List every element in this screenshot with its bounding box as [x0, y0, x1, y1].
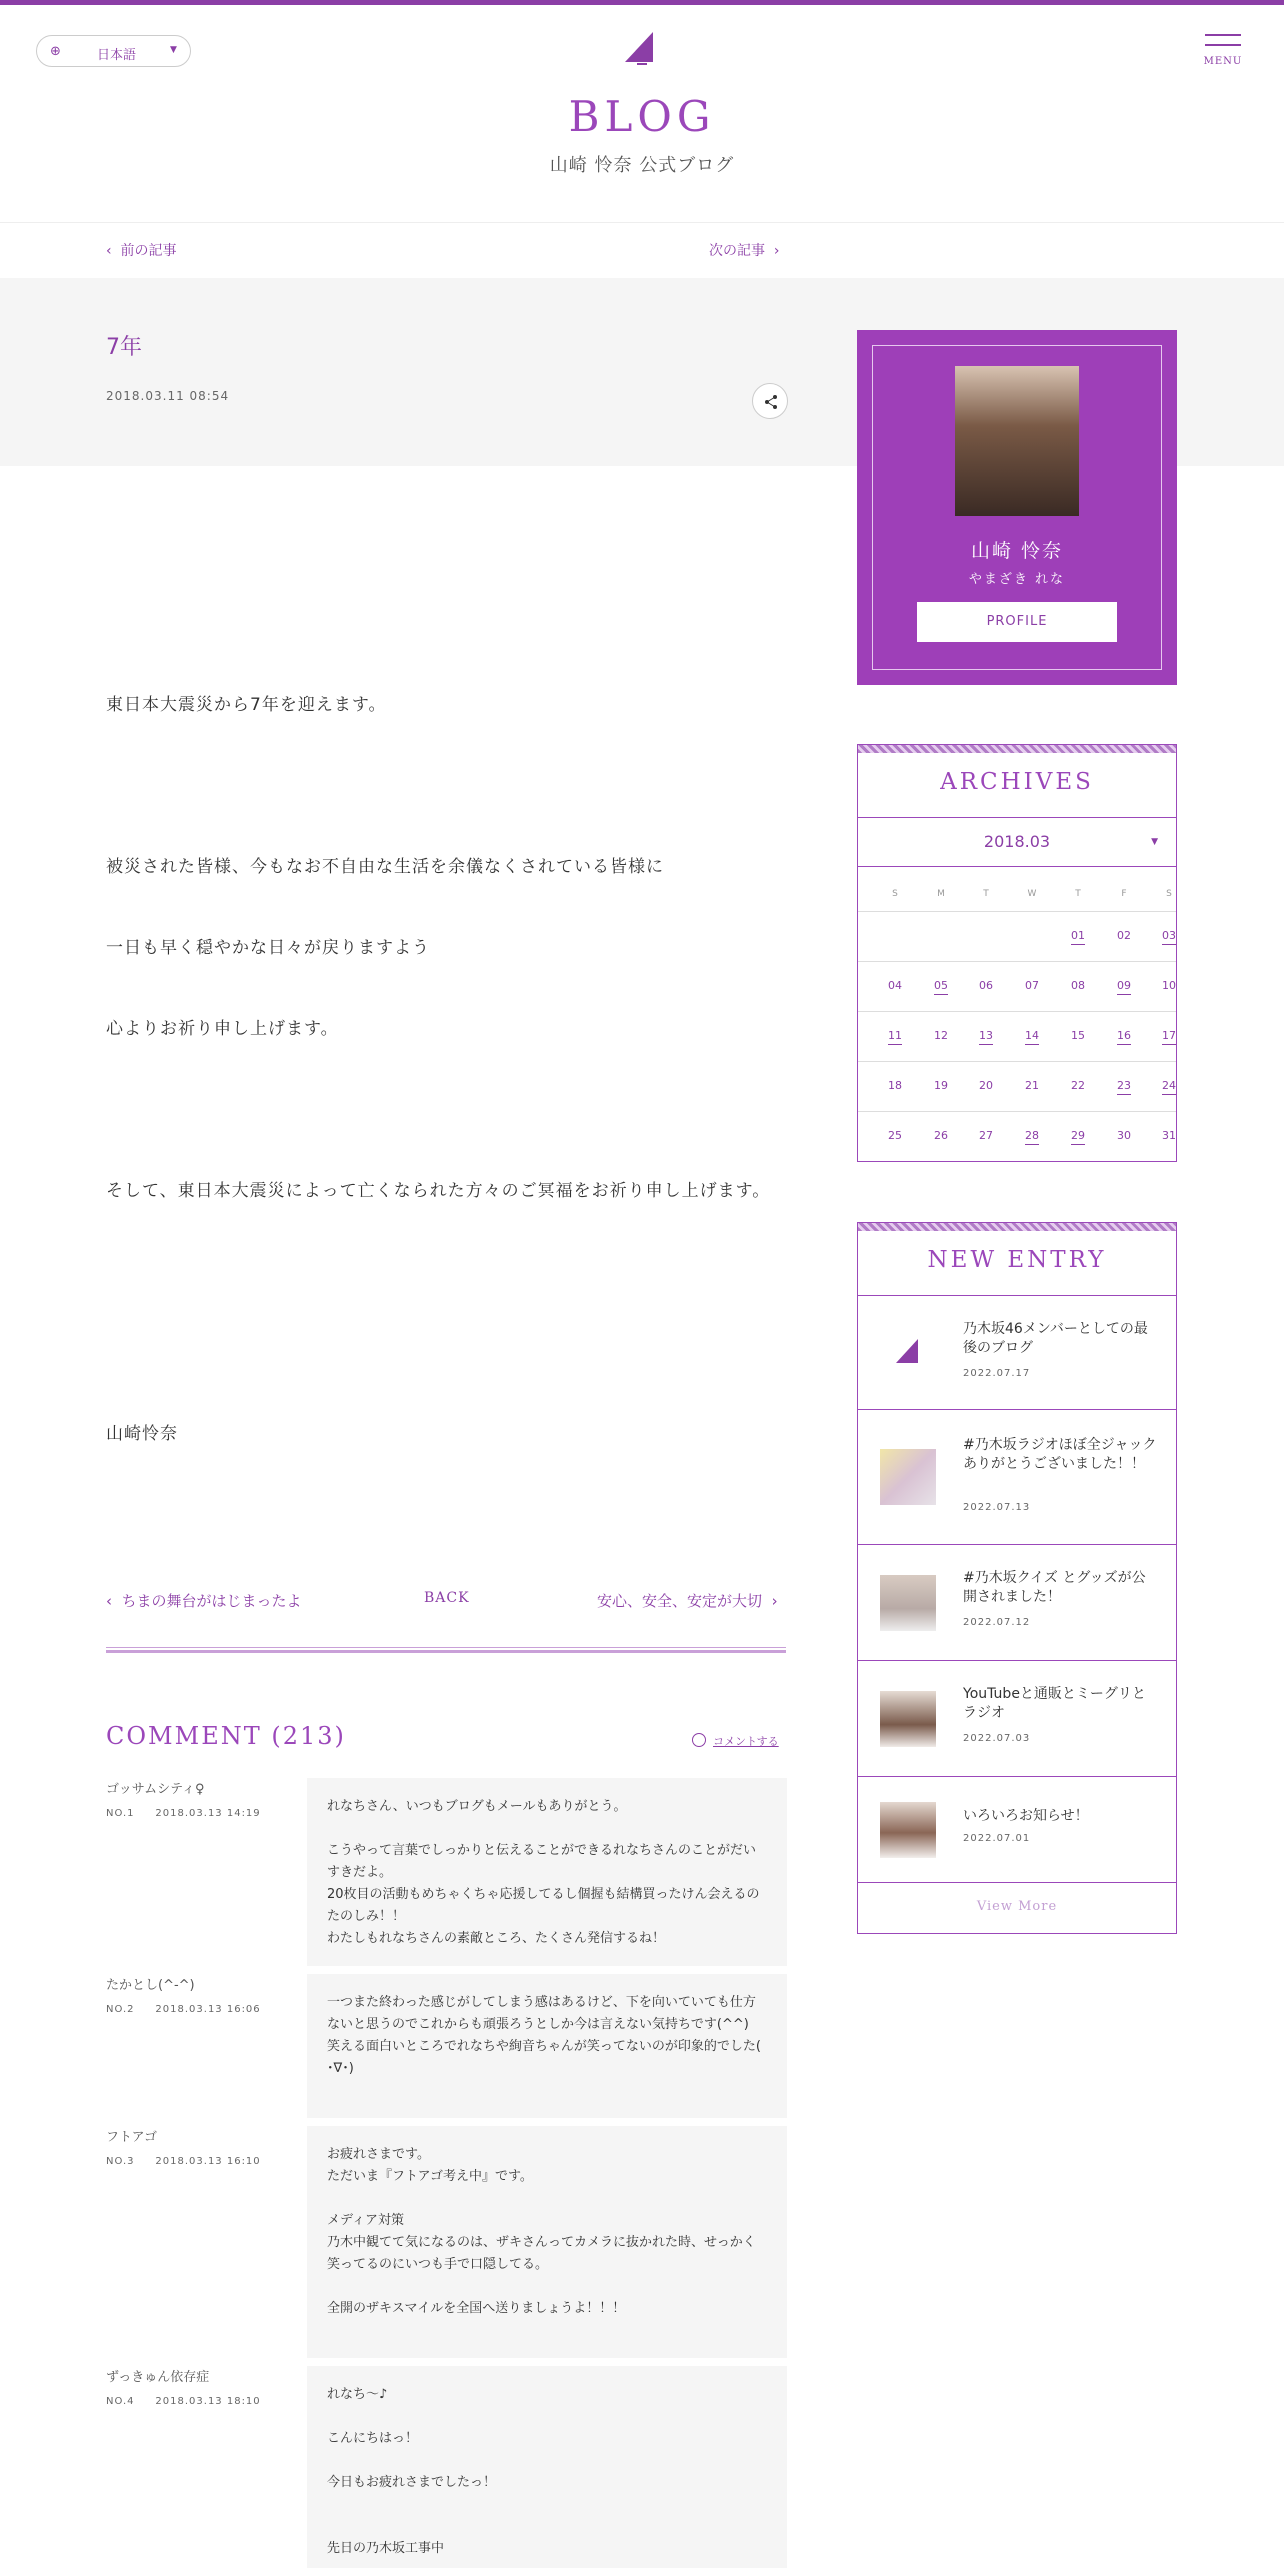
calendar-day: 27 — [979, 1129, 993, 1142]
calendar-day: 08 — [1071, 979, 1085, 992]
archive-month-value: 2018.03 — [983, 832, 1051, 851]
comment-author: たかとし(^-^) — [106, 1978, 195, 1993]
nogizaka-logo[interactable] — [623, 30, 655, 68]
calendar-day-link[interactable]: 23 — [1101, 1079, 1147, 1092]
calendar-day-link[interactable]: 05 — [918, 979, 964, 992]
calendar-day: 12 — [934, 1029, 948, 1042]
chevron-left-icon: ‹ — [106, 1592, 112, 1610]
comment-line: 今日もお疲れさまでしたっ！ — [327, 2475, 497, 2490]
comment-line: れなちさん、いつもブログもメールもありがとう。 — [327, 1799, 627, 1814]
comment-author: ゴッサムシティ♀ — [106, 1782, 205, 1797]
calendar-day-link[interactable]: 09 — [1101, 979, 1147, 992]
entry-title: YouTubeと通販とミーグリとラジオ — [963, 1686, 1146, 1721]
entry-title: #乃木坂ラジオほぼ全ジャック ありがとうございました！！ — [963, 1437, 1157, 1472]
calendar-day-link[interactable]: 17 — [1146, 1029, 1192, 1042]
entry-title: 乃木坂46メンバーとしての最後のブログ — [963, 1321, 1148, 1356]
calendar-day: 18 — [888, 1079, 902, 1092]
share-button[interactable] — [752, 383, 788, 419]
comment-icon — [692, 1733, 706, 1747]
comment-line: 先日の乃木坂工事中 — [327, 2541, 445, 2556]
new-entry-heading: NEW ENTRY — [927, 1247, 1107, 1273]
comment-body — [307, 2126, 787, 2358]
entry-title: #乃木坂クイズ とグッズが公開されました！ — [963, 1570, 1146, 1605]
calendar-weekday: T — [983, 889, 989, 899]
calendar-row-divider — [858, 1061, 1176, 1062]
calendar-row-divider — [858, 911, 1176, 912]
comment-line: メディア対策 — [327, 2213, 404, 2228]
comment-line: 20枚目の活動もめちゃくちゃ応援してるし個握も結構買ったけん会えるのたのしみ！！ — [327, 1887, 760, 1924]
decorative-band — [858, 1223, 1176, 1231]
comment-item — [106, 2126, 786, 2358]
comment-line — [327, 2494, 767, 2516]
next-post-link[interactable] — [597, 1590, 778, 1611]
prev-post-label: ちまの舞台がはじまったよ — [121, 1592, 302, 1610]
calendar-day: 15 — [1071, 1029, 1085, 1042]
calendar-day-link[interactable]: 28 — [1009, 1129, 1055, 1142]
comment-date: 2018.03.13 16:10 — [155, 2156, 261, 2167]
comment-item — [106, 1974, 786, 2118]
calendar-day-link[interactable]: 03 — [1146, 929, 1192, 942]
calendar-day: 30 — [1117, 1129, 1131, 1142]
entry-date: 2022.07.12 — [963, 1617, 1031, 1628]
comment-item — [106, 1778, 786, 1966]
calendar-day-link[interactable]: 14 — [1009, 1029, 1055, 1042]
chevron-down-icon: ▼ — [170, 45, 177, 55]
post-date: 2018.03.11 08:54 — [106, 389, 230, 403]
blog-title: BLOG — [568, 92, 716, 141]
new-entry-box — [857, 1222, 1177, 1934]
language-select[interactable] — [36, 35, 191, 67]
calendar-day: 02 — [1117, 929, 1131, 942]
comment-heading: COMMENT (213) — [106, 1722, 346, 1750]
comment-line — [327, 2276, 767, 2298]
calendar-day: 31 — [1162, 1129, 1176, 1142]
archives-box — [857, 744, 1177, 1162]
entry-thumbnail — [880, 1575, 936, 1631]
calendar-day: 21 — [1025, 1079, 1039, 1092]
prev-article-label: 前の記事 — [120, 243, 177, 259]
calendar-day: 20 — [979, 1079, 993, 1092]
comment-line — [327, 2406, 767, 2428]
globe-icon: ⊕ — [50, 44, 61, 59]
header-divider — [0, 222, 1284, 223]
post-paragraph: 被災された皆様、今もなお不自由な生活を余儀なくされている皆様に — [106, 857, 664, 877]
menu-label: MENU — [1203, 56, 1243, 67]
post-paragraph: 心よりお祈り申し上げます。 — [106, 1019, 339, 1039]
calendar-weekday: S — [1166, 889, 1172, 899]
menu-button[interactable] — [1203, 34, 1243, 70]
post-paragraph: そして、東日本大震災によって亡くなられた方々のご冥福をお祈り申し上げます。 — [106, 1181, 771, 1201]
top-accent-bar — [0, 0, 1284, 5]
new-entry-item[interactable] — [858, 1544, 1176, 1660]
back-link[interactable]: BACK — [424, 1590, 470, 1606]
comment-line: 一つまた終わった感じがしてしまう感はあるけど、下を向いていても仕方ないと思うのでこれからも頑張ろうとしか今は言えない気持ちです(^^) — [327, 1995, 756, 2032]
comment-date: 2018.03.13 16:06 — [155, 2004, 261, 2015]
calendar-day: 10 — [1162, 979, 1176, 992]
post-paragraph: 東日本大震災から7年を迎えます。 — [106, 695, 387, 715]
calendar-day: 26 — [934, 1129, 948, 1142]
prev-post-link[interactable] — [106, 1590, 302, 1611]
share-icon — [753, 384, 789, 420]
chevron-left-icon: ‹ — [106, 243, 112, 259]
calendar-day: 25 — [888, 1129, 902, 1142]
new-entry-item[interactable] — [858, 1776, 1176, 1882]
entry-date: 2022.07.01 — [963, 1833, 1031, 1844]
calendar-day-link[interactable]: 11 — [872, 1029, 918, 1042]
comment-item — [106, 2366, 786, 2568]
comment-line: こんにちはっ！ — [327, 2431, 419, 2446]
comment-number: NO.4 — [106, 2396, 135, 2407]
chevron-down-icon: ▼ — [1151, 837, 1158, 847]
comment-number: NO.1 — [106, 1808, 135, 1819]
calendar-day-link[interactable]: 29 — [1055, 1129, 1101, 1142]
comment-line — [327, 2450, 767, 2472]
view-more-row — [858, 1882, 1176, 1934]
new-entry-item[interactable] — [858, 1409, 1176, 1544]
comment-line: 乃木中観てて気になるのは、ザキさんってカメラに抜かれた時、せっかく笑ってるのにいつも手で口隠してる。 — [327, 2235, 756, 2272]
comment-meta — [106, 1808, 261, 1819]
entry-thumbnail — [880, 1691, 936, 1747]
profile-kana: やまざき れな — [968, 572, 1066, 587]
entry-date: 2022.07.17 — [963, 1368, 1031, 1379]
calendar-day-link[interactable]: 16 — [1101, 1029, 1147, 1042]
profile-photo[interactable] — [955, 366, 1079, 516]
entry-thumbnail — [880, 1449, 936, 1505]
comment-line — [327, 2516, 767, 2538]
entry-thumbnail-logo — [880, 1325, 936, 1381]
comment-line: こうやって言葉でしっかりと伝えることができるれなちさんのことがだいすきだよ。 — [327, 1843, 757, 1880]
calendar-day: 07 — [1025, 979, 1039, 992]
chevron-right-icon: › — [771, 1592, 778, 1610]
post-title: 7年 — [106, 335, 142, 360]
calendar-weekday: W — [1027, 889, 1037, 899]
comment-date: 2018.03.13 14:19 — [155, 1808, 261, 1819]
comment-line: 全開のザキスマイルを全国へ送りましょうよ！！！ — [327, 2301, 626, 2316]
calendar-day-link[interactable]: 01 — [1055, 929, 1101, 942]
calendar-day: 06 — [979, 979, 993, 992]
calendar-weekday: T — [1075, 889, 1081, 899]
comment-line — [327, 1818, 767, 1840]
calendar-row-divider — [858, 961, 1176, 962]
blog-subtitle: 山崎 怜奈 公式ブログ — [549, 155, 735, 176]
next-article-link[interactable] — [709, 240, 780, 260]
comment-meta — [106, 2156, 261, 2167]
calendar-row-divider — [858, 1111, 1176, 1112]
view-more-link[interactable]: View More — [976, 1899, 1058, 1914]
comment-line: 笑える面白いところでれなちや絢音ちゃんが笑ってないのが印象的でした( ･∇･) — [327, 2039, 761, 2076]
comment-body — [307, 1974, 787, 2118]
comment-author: フトアゴ — [106, 2130, 157, 2145]
calendar-day-link[interactable]: 13 — [963, 1029, 1009, 1042]
write-comment-link[interactable]: コメントする — [713, 1735, 779, 1748]
new-entry-item[interactable] — [858, 1660, 1176, 1776]
calendar-day-link[interactable]: 24 — [1146, 1079, 1192, 1092]
comment-meta — [106, 2396, 261, 2407]
calendar-weekday: S — [892, 889, 898, 899]
profile-button[interactable]: PROFILE — [917, 602, 1117, 642]
calendar-weekday: M — [937, 889, 945, 899]
entry-date: 2022.07.13 — [963, 1502, 1031, 1513]
calendar-row-divider — [858, 1011, 1176, 1012]
comment-number: NO.2 — [106, 2004, 135, 2015]
comment-line — [327, 2188, 767, 2210]
archives-heading: ARCHIVES — [940, 769, 1094, 795]
post-signature: 山崎怜奈 — [106, 1424, 178, 1444]
comment-line: ただいま『フトアゴ考え中』です。 — [327, 2169, 533, 2184]
comment-line: れなち〜♪ — [327, 2387, 388, 2402]
post-paragraph: 一日も早く穏やかな日々が戻りますよう — [106, 938, 430, 958]
section-divider — [106, 1650, 786, 1653]
section-divider — [106, 1647, 786, 1648]
comment-number: NO.3 — [106, 2156, 135, 2167]
profile-name: 山崎 怜奈 — [970, 540, 1064, 562]
entry-thumbnail — [880, 1802, 936, 1858]
language-label: 日本語 — [97, 48, 137, 63]
entry-title: いろいろお知らせ！ — [963, 1808, 1089, 1824]
calendar-day: 19 — [934, 1079, 948, 1092]
chevron-right-icon: › — [773, 243, 780, 259]
profile-card — [857, 330, 1177, 685]
new-entry-item[interactable] — [858, 1295, 1176, 1409]
calendar-day: 04 — [888, 979, 902, 992]
prev-article-link[interactable] — [106, 240, 177, 260]
calendar-day: 22 — [1071, 1079, 1085, 1092]
comment-line: お疲れさまです。 — [327, 2147, 430, 2162]
decorative-band — [858, 745, 1176, 753]
calendar-weekday: F — [1121, 889, 1127, 899]
comment-date: 2018.03.13 18:10 — [155, 2396, 261, 2407]
archive-month-select[interactable] — [858, 817, 1176, 867]
next-article-label: 次の記事 — [709, 243, 765, 259]
comment-meta — [106, 2004, 261, 2015]
comment-body — [307, 2366, 787, 2568]
entry-date: 2022.07.03 — [963, 1733, 1031, 1744]
next-post-label: 安心、安全、安定が大切 — [597, 1592, 763, 1610]
comment-body — [307, 1778, 787, 1966]
comment-author: ずっきゅん依存症 — [106, 2370, 210, 2385]
comment-line: わたしもれなちさんの素敵ところ、たくさん発信するね！ — [327, 1931, 666, 1946]
